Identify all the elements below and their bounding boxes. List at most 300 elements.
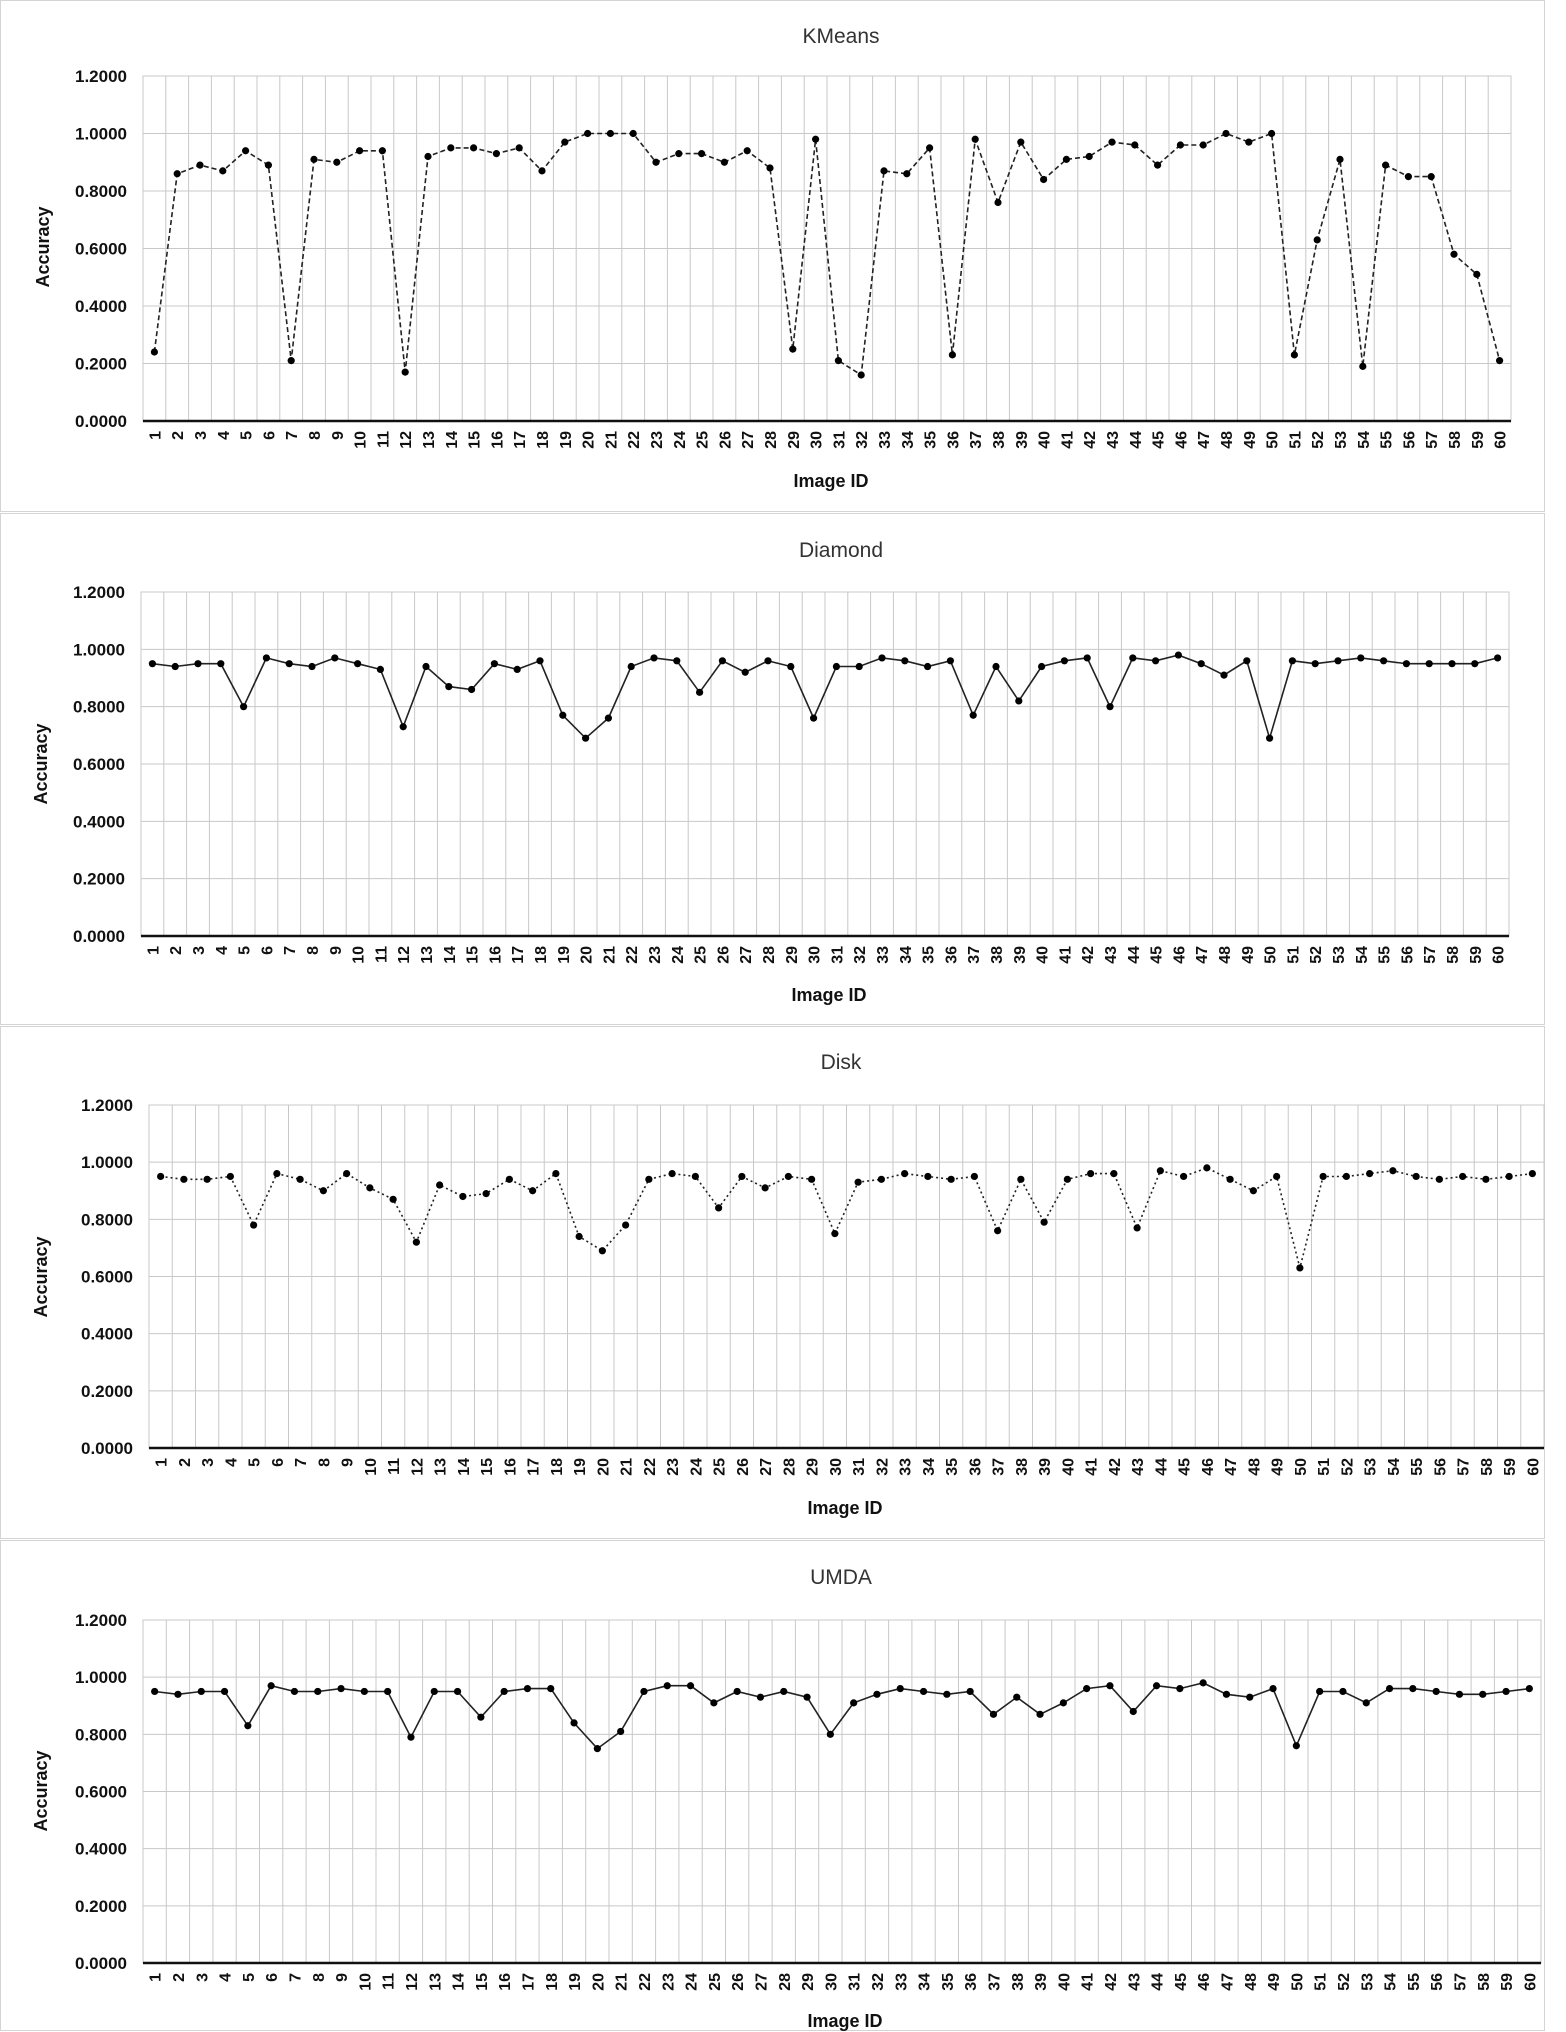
data-point bbox=[310, 156, 317, 163]
x-tick-label: 43 bbox=[1103, 946, 1120, 964]
data-point bbox=[1084, 654, 1091, 661]
y-tick-label: 0.4000 bbox=[75, 1839, 127, 1859]
data-point bbox=[664, 1682, 671, 1689]
x-tick-label: 47 bbox=[1194, 946, 1212, 964]
x-tick-label: 41 bbox=[1079, 1973, 1097, 1991]
x-tick-label: 54 bbox=[1353, 946, 1371, 964]
x-tick-label: 26 bbox=[730, 1973, 748, 1991]
data-point bbox=[645, 1176, 652, 1183]
data-point bbox=[903, 170, 910, 177]
x-tick-label: 24 bbox=[683, 1973, 701, 1991]
data-point bbox=[288, 357, 295, 364]
data-point bbox=[529, 1187, 536, 1194]
data-point bbox=[1061, 657, 1068, 664]
x-tick-label: 17 bbox=[510, 946, 528, 964]
y-tick-label: 1.2000 bbox=[81, 1096, 133, 1115]
data-point bbox=[757, 1694, 764, 1701]
x-tick-label: 3 bbox=[191, 946, 208, 955]
data-point bbox=[780, 1688, 787, 1695]
data-point bbox=[244, 1722, 251, 1729]
chart-title: Disk bbox=[820, 1051, 862, 1074]
data-point bbox=[149, 660, 156, 667]
data-point bbox=[1017, 1176, 1024, 1183]
x-tick-label: 60 bbox=[1525, 1458, 1543, 1476]
x-tick-label: 10 bbox=[350, 946, 368, 964]
data-point bbox=[354, 660, 361, 667]
data-point bbox=[949, 351, 956, 358]
data-point bbox=[1456, 1691, 1463, 1698]
x-tick-label: 19 bbox=[572, 1458, 590, 1476]
x-tick-label: 23 bbox=[647, 946, 664, 964]
x-tick-label: 35 bbox=[920, 946, 938, 964]
data-point bbox=[217, 660, 224, 667]
x-tick-label: 12 bbox=[396, 946, 414, 964]
data-point bbox=[764, 657, 771, 664]
x-tick-label: 1 bbox=[147, 431, 165, 440]
data-point bbox=[1471, 660, 1478, 667]
x-tick-label: 11 bbox=[375, 431, 393, 448]
x-tick-label: 7 bbox=[293, 1458, 311, 1467]
data-point bbox=[1246, 1694, 1253, 1701]
data-point bbox=[1428, 173, 1435, 180]
x-tick-label: 4 bbox=[215, 431, 233, 440]
data-point bbox=[1245, 139, 1252, 146]
data-point bbox=[1198, 660, 1205, 667]
data-point bbox=[436, 1181, 443, 1188]
x-tick-label: 52 bbox=[1310, 431, 1328, 449]
x-tick-label: 35 bbox=[944, 1458, 962, 1476]
x-tick-label: 34 bbox=[897, 946, 915, 964]
chart-kmeans bbox=[1, 1, 1546, 513]
x-tick-label: 6 bbox=[264, 1973, 282, 1982]
y-tick-label: 0.6000 bbox=[75, 1782, 127, 1802]
data-point bbox=[990, 1711, 997, 1718]
data-point bbox=[265, 162, 272, 169]
data-point bbox=[1106, 1682, 1113, 1689]
data-point bbox=[1060, 1699, 1067, 1706]
y-tick-label: 0.4000 bbox=[73, 812, 125, 832]
data-point bbox=[1131, 141, 1138, 148]
x-tick-label: 59 bbox=[1499, 1973, 1517, 1991]
x-tick-label: 5 bbox=[240, 1973, 258, 1982]
x-tick-label: 44 bbox=[1153, 1458, 1171, 1476]
x-tick-label: 23 bbox=[665, 1458, 683, 1476]
data-point bbox=[204, 1176, 211, 1183]
y-tick-label: 1.2000 bbox=[75, 1611, 127, 1630]
data-point bbox=[901, 1170, 908, 1177]
data-point bbox=[873, 1691, 880, 1698]
x-tick-label: 40 bbox=[1036, 431, 1054, 449]
data-point bbox=[1063, 156, 1070, 163]
data-point bbox=[454, 1688, 461, 1695]
data-point bbox=[491, 660, 498, 667]
data-point bbox=[1339, 1688, 1346, 1695]
x-tick-label: 25 bbox=[692, 946, 710, 964]
data-point bbox=[297, 1176, 304, 1183]
y-tick-label: 0.6000 bbox=[75, 239, 127, 259]
x-tick-label: 51 bbox=[1312, 1973, 1330, 1991]
data-point bbox=[617, 1728, 624, 1735]
x-tick-label: 48 bbox=[1219, 431, 1236, 449]
x-tick-label: 29 bbox=[785, 431, 803, 449]
data-point bbox=[196, 162, 203, 169]
data-point bbox=[850, 1699, 857, 1706]
data-point bbox=[1243, 657, 1250, 664]
data-point bbox=[1343, 1173, 1350, 1180]
data-point bbox=[1506, 1173, 1513, 1180]
x-tick-label: 30 bbox=[827, 1458, 845, 1476]
plot-area bbox=[141, 592, 1509, 936]
x-tick-label: 19 bbox=[567, 1973, 585, 1991]
data-point bbox=[493, 150, 500, 157]
x-tick-label: 33 bbox=[877, 431, 894, 449]
x-tick-label: 13 bbox=[432, 1458, 450, 1476]
x-tick-label: 2 bbox=[176, 1458, 194, 1467]
x-tick-label: 22 bbox=[641, 1458, 659, 1476]
y-tick-label: 0.2000 bbox=[75, 1896, 127, 1916]
x-tick-label: 57 bbox=[1455, 1458, 1473, 1476]
data-point bbox=[1413, 1173, 1420, 1180]
x-tick-label: 7 bbox=[287, 1973, 305, 1982]
x-tick-label: 4 bbox=[223, 1458, 241, 1467]
data-point bbox=[1222, 130, 1229, 137]
data-point bbox=[858, 371, 865, 378]
data-point bbox=[1473, 271, 1480, 278]
data-point bbox=[630, 130, 637, 137]
data-point bbox=[742, 669, 749, 676]
data-point bbox=[1386, 1685, 1393, 1692]
data-point bbox=[314, 1688, 321, 1695]
x-tick-label: 43 bbox=[1130, 1458, 1148, 1476]
data-point bbox=[384, 1688, 391, 1695]
x-tick-label: 28 bbox=[761, 946, 778, 964]
data-point bbox=[994, 199, 1001, 206]
x-tick-label: 30 bbox=[808, 431, 826, 449]
x-tick-label: 16 bbox=[487, 946, 505, 964]
data-point bbox=[1134, 1224, 1141, 1231]
data-point bbox=[516, 144, 523, 151]
x-tick-label: 53 bbox=[1359, 1973, 1377, 1991]
x-tick-label: 18 bbox=[543, 1973, 561, 1991]
x-tick-label: 31 bbox=[831, 431, 849, 449]
x-tick-label: 9 bbox=[339, 1458, 357, 1467]
x-tick-label: 28 bbox=[781, 1458, 799, 1476]
data-point bbox=[477, 1714, 484, 1721]
data-point bbox=[607, 130, 614, 137]
x-tick-label: 54 bbox=[1355, 431, 1373, 449]
data-point bbox=[1293, 1742, 1300, 1749]
y-tick-label: 1.0000 bbox=[75, 124, 127, 144]
data-point bbox=[172, 663, 179, 670]
chart-panel-umda bbox=[0, 1540, 1545, 2031]
y-tick-label: 0.2000 bbox=[81, 1381, 133, 1401]
x-axis-label: Image ID bbox=[807, 2011, 883, 2031]
data-point bbox=[431, 1688, 438, 1695]
data-point bbox=[331, 654, 338, 661]
data-point bbox=[1403, 660, 1410, 667]
y-tick-label: 0.2000 bbox=[75, 354, 127, 374]
x-tick-label: 16 bbox=[497, 1973, 515, 1991]
x-tick-label: 5 bbox=[238, 431, 256, 440]
data-point bbox=[1177, 141, 1184, 148]
data-point bbox=[856, 663, 863, 670]
data-point bbox=[698, 150, 705, 157]
x-tick-label: 1 bbox=[153, 1458, 171, 1467]
data-point bbox=[1382, 162, 1389, 169]
x-tick-label: 33 bbox=[893, 1973, 911, 1991]
x-tick-label: 11 bbox=[380, 1973, 398, 1990]
x-tick-label: 48 bbox=[1217, 946, 1234, 964]
x-tick-label: 34 bbox=[916, 1973, 934, 1991]
data-point bbox=[157, 1173, 164, 1180]
x-tick-label: 15 bbox=[464, 946, 482, 964]
x-tick-label: 51 bbox=[1287, 431, 1305, 449]
data-point bbox=[1526, 1685, 1533, 1692]
x-tick-label: 51 bbox=[1285, 946, 1303, 964]
x-tick-label: 14 bbox=[455, 1458, 473, 1476]
data-point bbox=[422, 663, 429, 670]
x-tick-label: 39 bbox=[1011, 946, 1029, 964]
x-tick-label: 1 bbox=[147, 1973, 165, 1982]
data-point bbox=[738, 1173, 745, 1180]
y-tick-label: 1.2000 bbox=[75, 67, 127, 86]
x-tick-label: 31 bbox=[851, 1458, 869, 1476]
data-point bbox=[561, 139, 568, 146]
data-point bbox=[1108, 139, 1115, 146]
x-tick-label: 27 bbox=[758, 1458, 776, 1476]
data-point bbox=[221, 1688, 228, 1695]
y-tick-label: 0.8000 bbox=[75, 182, 127, 201]
x-tick-label: 37 bbox=[968, 431, 986, 449]
x-tick-label: 21 bbox=[618, 1458, 636, 1476]
x-tick-label: 40 bbox=[1056, 1973, 1074, 1991]
data-point bbox=[687, 1682, 694, 1689]
x-tick-label: 44 bbox=[1127, 431, 1145, 449]
data-point bbox=[1227, 1176, 1234, 1183]
data-point bbox=[483, 1190, 490, 1197]
chart-panel-diamond bbox=[0, 513, 1545, 1025]
x-tick-label: 31 bbox=[829, 946, 847, 964]
data-point bbox=[878, 654, 885, 661]
y-tick-label: 1.0000 bbox=[75, 1668, 127, 1688]
data-point bbox=[1268, 130, 1275, 137]
data-point bbox=[1273, 1173, 1280, 1180]
data-point bbox=[582, 735, 589, 742]
x-tick-label: 33 bbox=[897, 1458, 915, 1476]
plot-area bbox=[149, 1105, 1544, 1448]
data-point bbox=[897, 1685, 904, 1692]
x-tick-label: 12 bbox=[403, 1973, 421, 1991]
x-tick-label: 30 bbox=[806, 946, 824, 964]
data-point bbox=[1336, 156, 1343, 163]
data-point bbox=[1482, 1176, 1489, 1183]
x-tick-label: 26 bbox=[734, 1458, 752, 1476]
x-tick-label: 16 bbox=[489, 431, 507, 449]
plot-area bbox=[143, 76, 1511, 421]
x-tick-label: 26 bbox=[715, 946, 733, 964]
data-point bbox=[1433, 1688, 1440, 1695]
data-point bbox=[948, 1176, 955, 1183]
data-point bbox=[1296, 1264, 1303, 1271]
data-point bbox=[827, 1731, 834, 1738]
data-point bbox=[501, 1688, 508, 1695]
data-point bbox=[1359, 363, 1366, 370]
data-point bbox=[1200, 141, 1207, 148]
x-tick-label: 29 bbox=[783, 946, 801, 964]
x-tick-label: 53 bbox=[1362, 1458, 1380, 1476]
data-point bbox=[640, 1688, 647, 1695]
x-tick-label: 15 bbox=[466, 431, 484, 449]
data-point bbox=[180, 1176, 187, 1183]
data-point bbox=[744, 147, 751, 154]
x-tick-label: 23 bbox=[649, 431, 666, 449]
data-point bbox=[812, 136, 819, 143]
data-point bbox=[1220, 672, 1227, 679]
data-point bbox=[1316, 1688, 1323, 1695]
x-tick-label: 13 bbox=[427, 1973, 445, 1991]
y-tick-label: 0.6000 bbox=[81, 1267, 133, 1287]
data-point bbox=[198, 1688, 205, 1695]
x-tick-label: 3 bbox=[200, 1458, 218, 1467]
x-tick-label: 46 bbox=[1171, 946, 1189, 964]
chart-umda bbox=[1, 1541, 1546, 2032]
data-point bbox=[1157, 1167, 1164, 1174]
data-point bbox=[992, 663, 999, 670]
chart-panel-disk bbox=[0, 1026, 1545, 1539]
x-tick-label: 10 bbox=[362, 1458, 380, 1476]
data-point bbox=[333, 159, 340, 166]
data-point bbox=[468, 686, 475, 693]
x-tick-label: 28 bbox=[763, 431, 780, 449]
x-tick-label: 55 bbox=[1378, 431, 1396, 449]
data-point bbox=[1250, 1187, 1257, 1194]
y-tick-label: 0.8000 bbox=[75, 1725, 127, 1745]
x-tick-label: 43 bbox=[1105, 431, 1122, 449]
x-tick-label: 42 bbox=[1102, 1973, 1120, 1991]
data-point bbox=[524, 1685, 531, 1692]
data-point bbox=[926, 144, 933, 151]
data-point bbox=[1153, 1682, 1160, 1689]
x-tick-label: 46 bbox=[1173, 431, 1191, 449]
x-tick-label: 5 bbox=[236, 946, 254, 955]
data-point bbox=[263, 654, 270, 661]
data-point bbox=[1450, 251, 1457, 258]
x-tick-label: 8 bbox=[307, 431, 324, 440]
x-tick-label: 10 bbox=[352, 431, 370, 449]
data-point bbox=[605, 715, 612, 722]
x-tick-label: 18 bbox=[535, 431, 552, 449]
x-tick-label: 59 bbox=[1502, 1458, 1520, 1476]
x-tick-label: 50 bbox=[1264, 431, 1282, 449]
y-tick-label: 0.4000 bbox=[75, 297, 127, 316]
data-point bbox=[810, 715, 817, 722]
data-point bbox=[673, 657, 680, 664]
data-point bbox=[240, 703, 247, 710]
x-tick-label: 48 bbox=[1242, 1973, 1260, 1991]
data-point bbox=[366, 1184, 373, 1191]
x-tick-label: 19 bbox=[557, 431, 575, 449]
data-point bbox=[356, 147, 363, 154]
x-tick-label: 24 bbox=[671, 431, 689, 449]
x-tick-label: 17 bbox=[525, 1458, 543, 1476]
x-tick-label: 9 bbox=[327, 946, 345, 955]
data-point bbox=[459, 1193, 466, 1200]
x-tick-label: 41 bbox=[1083, 1458, 1101, 1476]
data-point bbox=[734, 1688, 741, 1695]
x-tick-label: 24 bbox=[688, 1458, 706, 1476]
x-tick-label: 59 bbox=[1467, 946, 1485, 964]
x-tick-label: 50 bbox=[1262, 946, 1280, 964]
data-point bbox=[1409, 1685, 1416, 1692]
data-point bbox=[174, 1691, 181, 1698]
x-tick-label: 18 bbox=[533, 946, 550, 964]
x-tick-label: 40 bbox=[1034, 946, 1052, 964]
data-point bbox=[787, 663, 794, 670]
data-point bbox=[675, 150, 682, 157]
data-point bbox=[1223, 1691, 1230, 1698]
data-point bbox=[343, 1170, 350, 1177]
x-tick-label: 12 bbox=[409, 1458, 427, 1476]
x-tick-label: 2 bbox=[170, 431, 188, 440]
y-tick-label: 0.0000 bbox=[73, 927, 125, 946]
x-tick-label: 58 bbox=[1447, 431, 1464, 449]
data-point bbox=[1426, 660, 1433, 667]
x-tick-label: 2 bbox=[170, 1973, 188, 1982]
data-point bbox=[622, 1221, 629, 1228]
x-tick-label: 59 bbox=[1469, 431, 1487, 449]
data-point bbox=[1041, 1219, 1048, 1226]
data-point bbox=[924, 1173, 931, 1180]
y-tick-label: 0.4000 bbox=[81, 1324, 133, 1344]
x-tick-label: 18 bbox=[548, 1458, 566, 1476]
x-tick-label: 6 bbox=[259, 946, 277, 955]
x-tick-label: 56 bbox=[1432, 1458, 1450, 1476]
y-axis-label: Accuracy bbox=[31, 1750, 51, 1832]
data-point bbox=[692, 1173, 699, 1180]
x-tick-label: 21 bbox=[603, 431, 621, 449]
data-point bbox=[1087, 1170, 1094, 1177]
x-tick-label: 10 bbox=[357, 1973, 375, 1991]
x-tick-label: 14 bbox=[450, 1973, 468, 1991]
x-tick-label: 37 bbox=[986, 1973, 1004, 1991]
x-tick-label: 53 bbox=[1333, 431, 1350, 449]
x-tick-label: 15 bbox=[479, 1458, 497, 1476]
x-tick-label: 22 bbox=[636, 1973, 654, 1991]
x-tick-label: 34 bbox=[899, 431, 917, 449]
x-tick-label: 57 bbox=[1422, 946, 1440, 964]
data-point bbox=[1314, 236, 1321, 243]
x-tick-label: 22 bbox=[626, 431, 644, 449]
data-point bbox=[1405, 173, 1412, 180]
data-point bbox=[1130, 1708, 1137, 1715]
data-point bbox=[1040, 176, 1047, 183]
x-tick-label: 13 bbox=[419, 946, 436, 964]
x-tick-label: 25 bbox=[711, 1458, 729, 1476]
data-point bbox=[835, 357, 842, 364]
data-point bbox=[789, 346, 796, 353]
x-tick-label: 57 bbox=[1424, 431, 1442, 449]
data-point bbox=[920, 1688, 927, 1695]
x-tick-label: 47 bbox=[1219, 1973, 1237, 1991]
x-tick-label: 36 bbox=[945, 431, 963, 449]
x-tick-label: 51 bbox=[1316, 1458, 1334, 1476]
x-tick-label: 21 bbox=[613, 1973, 631, 1991]
data-point bbox=[320, 1187, 327, 1194]
data-point bbox=[308, 663, 315, 670]
data-point bbox=[1129, 654, 1136, 661]
data-point bbox=[1334, 657, 1341, 664]
data-point bbox=[943, 1691, 950, 1698]
